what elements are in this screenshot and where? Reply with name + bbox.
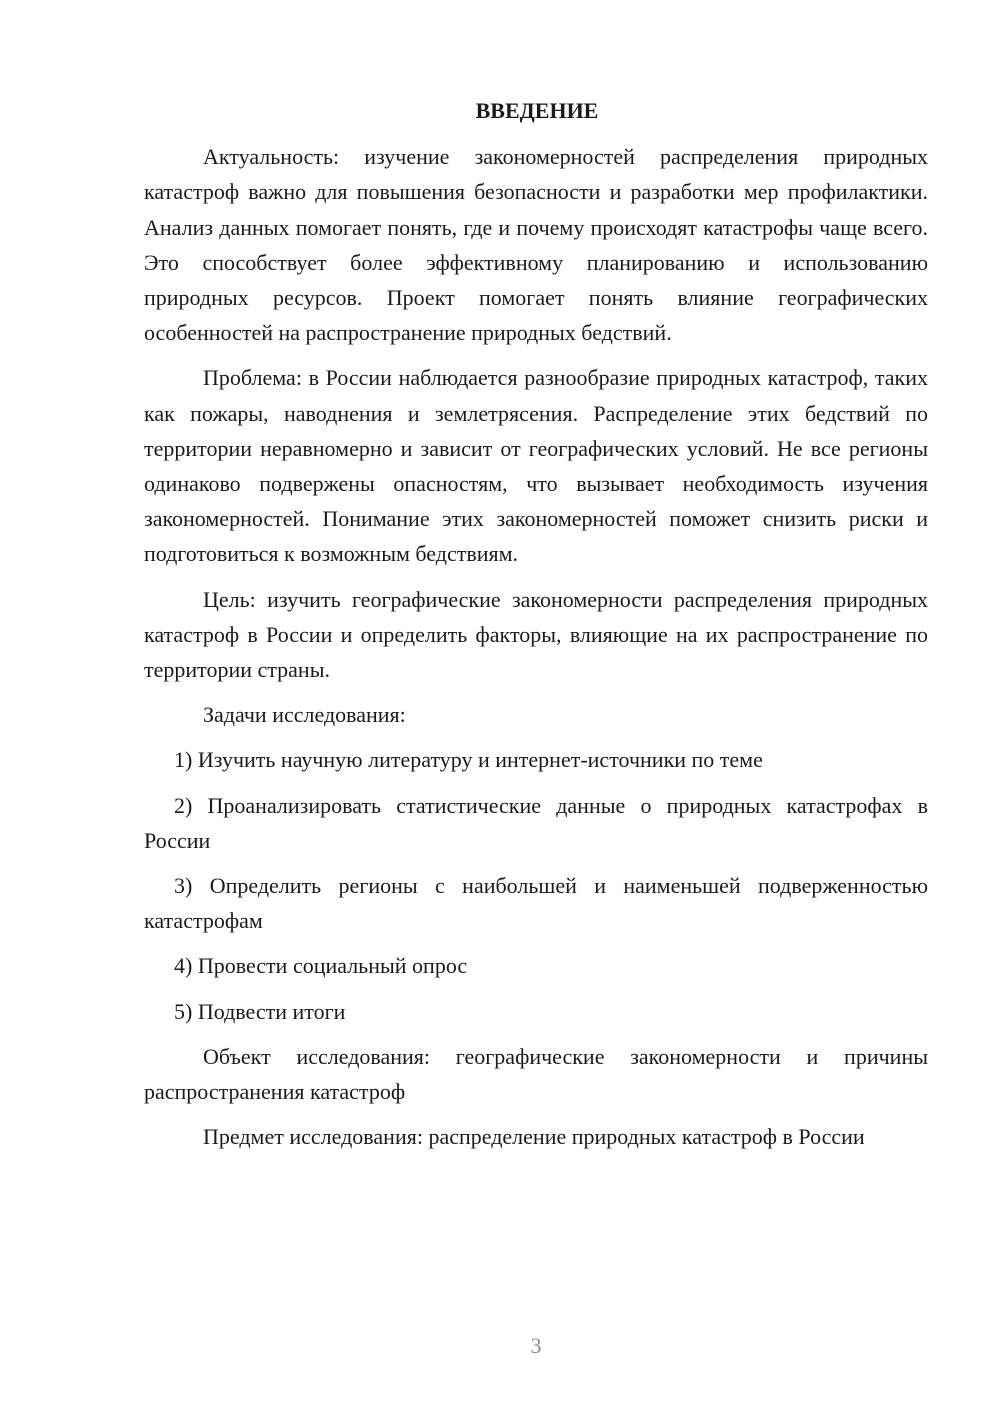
problem-paragraph: Проблема: в России наблюдается разнообразие природных катастроф, таких как пожары, наводнения и землетрясения. Распределение этих бедствий по территории неравномерно и зависит от географических условий. Не все регионы одинаково подвержены опасностям, что вызывает необходимость изучения закономерностей. Понимание этих закономерностей поможет снизить риски и подготовиться к возможным бедствиям.: [144, 365, 928, 567]
task-item: 5) Подвести итоги: [174, 998, 346, 1024]
goal-paragraph: Цель: изучить географические закономерности распределения природных катастроф в России и определить факторы, влияющие на их распространение по территории страны.: [144, 586, 928, 683]
page-number: 3: [530, 1333, 542, 1358]
task-item: 1) Изучить научную литературу и интернет-источники по теме: [174, 747, 763, 773]
task-item: 2) Проанализировать статистические данные о природных катастрофах в России: [144, 792, 928, 853]
subject-paragraph: Предмет исследования: распределение природных катастроф в России: [203, 1124, 865, 1150]
tasks-heading: Задачи исследования:: [203, 702, 406, 728]
page-title: ВВЕДЕНИЕ: [475, 98, 599, 123]
task-item: 4) Провести социальный опрос: [174, 953, 468, 979]
tasks-list: [144, 742, 928, 1028]
page-body: [144, 93, 928, 1164]
relevance-paragraph: Актуальность: изучение закономерностей распределения природных катастроф важно для повышения безопасности и разработки мер профилактики. Анализ данных помогает понять, где и почему происходят катастрофы чаще всего. Это способствует более эффективному планированию и использованию природных ресурсов. Проект помогает понять влияние географических особенностей на распространение природных бедствий.: [144, 144, 928, 346]
task-item: 3) Определить регионы с наибольшей и наименьшей подверженностью катастрофам: [144, 873, 928, 934]
object-paragraph: Объект исследования: географические закономерности и причины распространения катастроф: [144, 1043, 928, 1105]
